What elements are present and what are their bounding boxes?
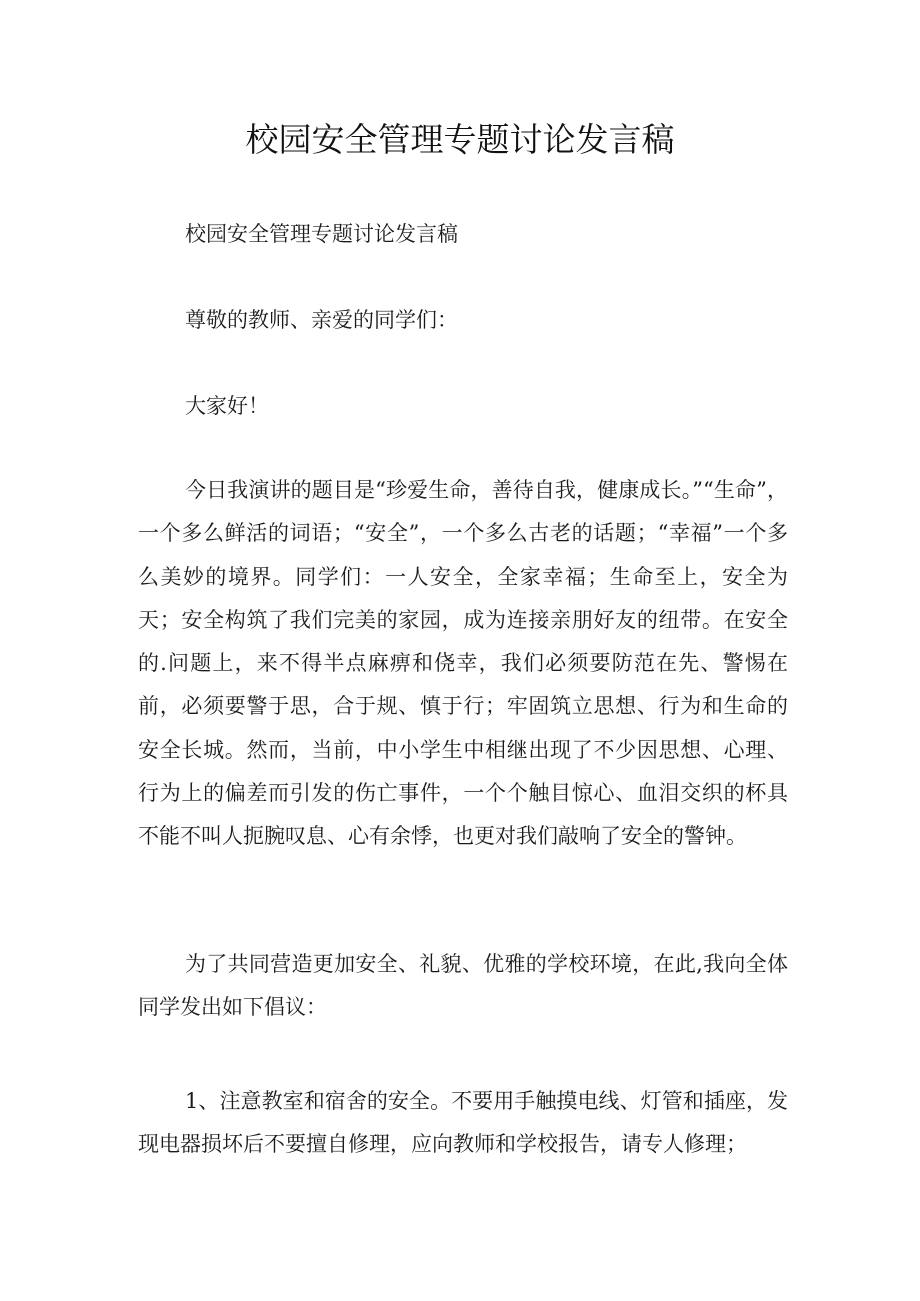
subtitle-paragraph: 校园安全管理专题讨论发言稿: [185, 222, 458, 246]
greeting-paragraph: 大家好！: [185, 394, 269, 418]
proposal-intro-paragraph: 为了共同营造更加安全、礼貌、优雅的学校环境，在此,我向全体同学发出如下倡议：: [138, 952, 788, 1020]
salutation-paragraph: 尊敬的教师、亲爱的同学们：: [185, 308, 458, 332]
document-title: 校园安全管理专题讨论发言稿: [245, 120, 675, 159]
proposal-item-paragraph: 1、注意教室和宿舍的安全。不要用手触摸电线、灯管和插座，发现电器损坏后不要擅自修理，应向教师和学校报告，请专人修理；: [138, 1089, 788, 1157]
body-paragraph: 今日我演讲的题目是“珍爱生命，善待自我，健康成长。”“生命”，一个多么鲜活的词语；“安全”，一个多么古老的话题；“幸福”一个多么美妙的境界。同学们：一人安全，全家幸福；生命至上，安全为天；安全构筑了我们完美的家园，成为连接亲朋好友的纽带。在安全的.问题上，来不得半点麻痹和侥幸，我们必须要防范在先、警惕在前，必须要警于思，合于规、慎于行；牢固筑立思想、行为和生命的安全长城。然而，当前，中小学生中相继出现了不少因思想、心理、行为上的偏差而引发的伤亡事件，一个个触目惊心、血泪交织的杯具不能不叫人扼腕叹息、心有余悸，也更对我们敲响了安全的警钟。: [138, 478, 788, 849]
